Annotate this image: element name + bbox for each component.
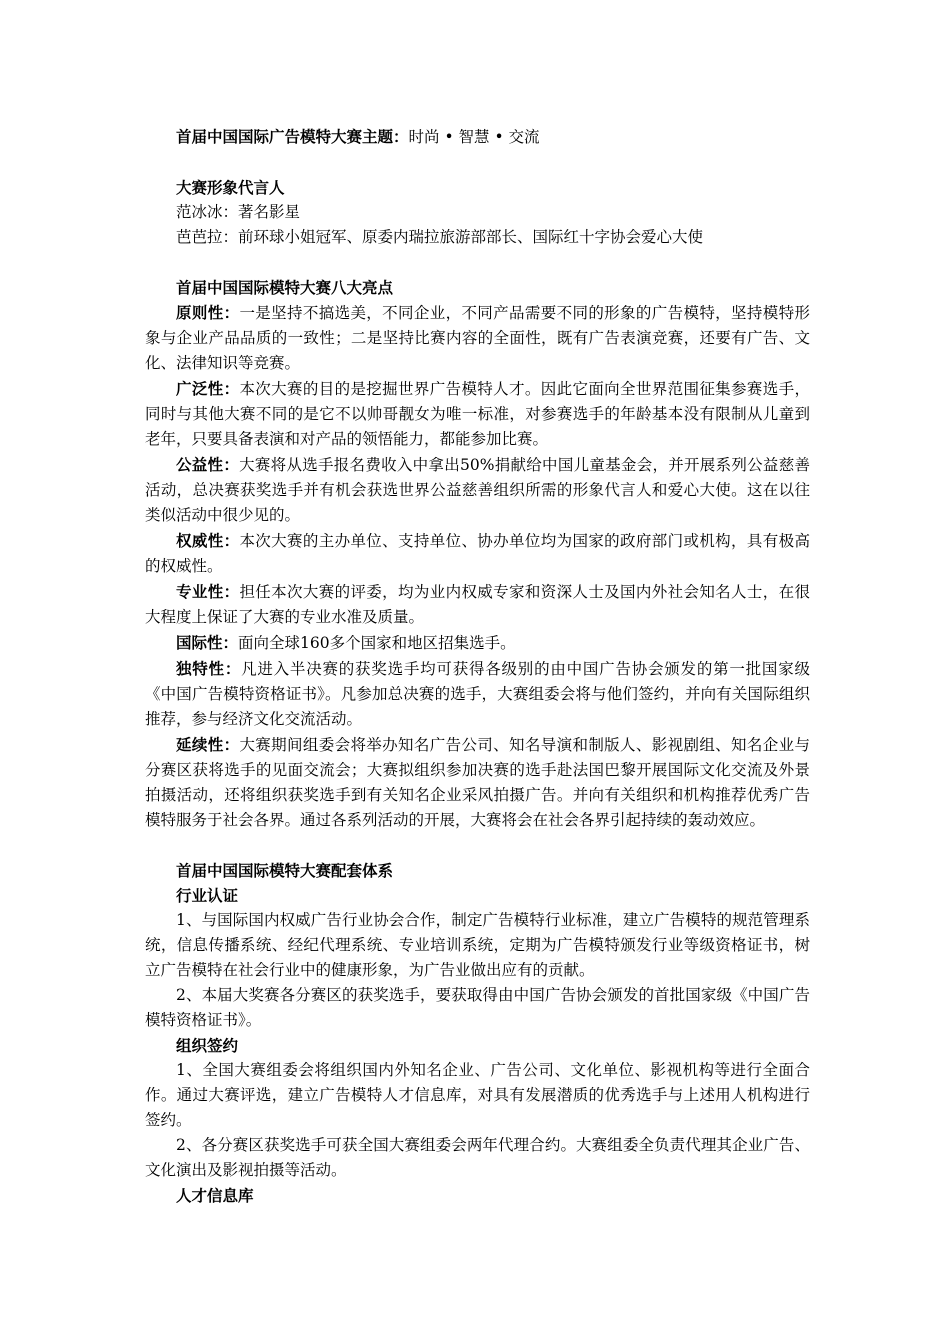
section-paragraph: 1、全国大赛组委会将组织国内外知名企业、广告公司、文化单位、影视机构等进行全面合作。通过大赛评选，建立广告模特人才信息库，对具有发展潜质的优秀选手与上述用人机构进行签约。 [145,1061,810,1129]
section-title: 组织签约 [176,1036,239,1055]
highlight-item [145,528,810,579]
highlight-text: 本次大赛的主办单位、支持单位、协办单位均为国家的政府部门或机构，具有极高的权威性。 [145,532,810,575]
highlight-text: 大赛将从选手报名费收入中拿出50%捐献给中国儿童基金会，并开展系列公益慈善活动，总决赛获奖选手并有机会获选世界公益慈善组织所需的形象代言人和爱心大使。这在以往类似活动中很少见的。 [145,456,810,524]
highlight-label: 国际性： [176,633,239,652]
highlight-text: 大赛期间组委会将举办知名广告公司、知名导演和制版人、影视剧组、知名企业与分赛区获将选手的见面交流会；大赛拟组织参加决赛的选手赴法国巴黎开展国际文化交流及外景拍摄活动，还将组织获奖选手到有关知名企业采风拍摄广告。并向有关组织和机构推荐优秀广告模特服务于社会各界。通过各系列活动的开展，大赛将会在社会各界引起持续的轰动效应。 [145,736,810,829]
section-paragraph: 2、本届大奖赛各分赛区的获奖选手，要获取得由中国广告协会颁发的首批国家级《中国广告模特资格证书》。 [145,986,810,1029]
highlight-text: 一是坚持不搞选美，不同企业，不同产品需要不同的形象的广告模特，坚持模特形象与企业产品品质的一致性；二是坚持比赛内容的全面性，既有广告表演竞赛，还要有广告、文化、法律知识等竞赛。 [145,304,810,372]
theme-value: 时尚 • 智慧 • 交流 [408,128,540,146]
highlight-text: 面向全球160多个国家和地区招集选手。 [238,634,516,652]
highlight-label: 公益性： [176,455,240,474]
theme-label: 首届中国国际广告模特大赛主题： [176,127,409,146]
highlight-label: 原则性： [176,303,240,322]
highlight-item [145,452,810,528]
section-title: 行业认证 [176,886,239,905]
section-paragraph: 2、各分赛区获奖选手可获全国大赛组委会两年代理合约。大赛组委全负责代理其企业广告、文化演出及影视拍摄等活动。 [145,1136,810,1179]
highlight-text: 本次大赛的目的是挖掘世界广告模特人才。因此它面向全世界范围征集参赛选手，同时与其他大赛不同的是它不以帅哥靓女为唯一标准，对参赛选手的年龄基本没有限制从儿童到老年，只要具备表演和对产品的领悟能力，都能参加比赛。 [145,380,810,448]
highlight-item [145,656,810,732]
highlight-item [145,630,810,656]
highlight-text: 担任本次大赛的评委，均为业内权威专家和资深人士及国内外社会知名人士，在很大程度上保证了大赛的专业水准及质量。 [145,583,810,626]
highlight-item [145,732,810,833]
section-title: 人才信息库 [176,1186,254,1205]
spokesperson-item: 芭芭拉：前环球小姐冠军、原委内瑞拉旅游部部长、国际红十字协会爱心大使 [176,228,704,246]
highlights-heading: 首届中国国际模特大赛八大亮点 [176,278,394,297]
document-page [145,124,810,1208]
highlight-item [145,376,810,452]
highlight-label: 专业性： [176,582,240,601]
spokesperson-heading: 大赛形象代言人 [176,178,285,197]
theme-line [145,124,810,150]
highlight-label: 权威性： [176,531,240,550]
section-paragraph: 1、与国际国内权威广告行业协会合作，制定广告模特行业标准，建立广告模特的规范管理系统，信息传播系统、经纪代理系统、专业培训系统，定期为广告模特颁发行业等级资格证书，树立广告模特在社会行业中的健康形象，为广告业做出应有的贡献。 [145,911,810,979]
highlight-text: 凡进入半决赛的获奖选手均可获得各级别的由中国广告协会颁发的第一批国家级《中国广告模特资格证书》。凡参加总决赛的选手，大赛组委会将与他们签约，并向有关国际组织推荐，参与经济文化交流活动。 [145,660,810,728]
highlight-item [145,300,810,376]
highlight-label: 独特性： [176,659,242,678]
highlight-item [145,579,810,630]
spokesperson-item: 范冰冰：著名影星 [176,203,301,221]
system-heading: 首届中国国际模特大赛配套体系 [176,861,394,880]
highlight-label: 延续性： [176,735,240,754]
highlight-label: 广泛性： [176,379,240,398]
